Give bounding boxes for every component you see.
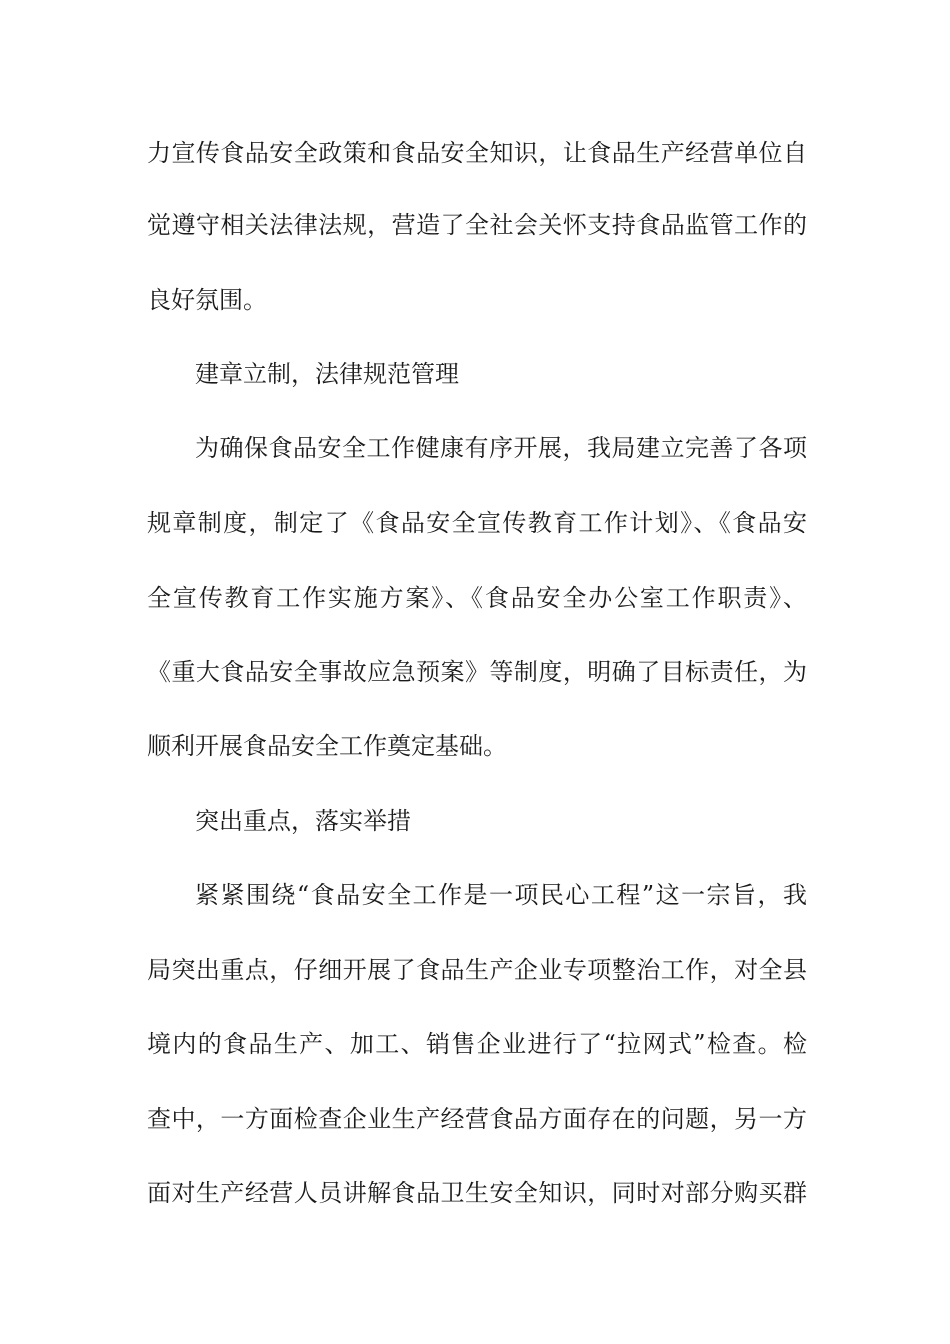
paragraph-line: 《重大食品安全事故应急预案》等制度，明确了目标责任，为 xyxy=(147,658,807,686)
paragraph-line: 为确保食品安全工作健康有序开展，我局建立完善了各项 xyxy=(195,434,807,462)
paragraph-line: 力宣传食品安全政策和食品安全知识，让食品生产经营单位自 xyxy=(147,139,807,167)
section-heading: 突出重点，落实举措 xyxy=(195,807,411,835)
paragraph-line: 紧紧围绕“食品安全工作是一项民心工程”这一宗旨，我 xyxy=(195,881,807,909)
paragraph-line: 良好氛围。 xyxy=(147,286,267,314)
section-heading: 建章立制，法律规范管理 xyxy=(195,360,459,388)
paragraph-line: 面对生产经营人员讲解食品卫生安全知识，同时对部分购买群 xyxy=(147,1179,807,1207)
paragraph-line: 境内的食品生产、加工、销售企业进行了“拉网式”检查。检 xyxy=(147,1030,807,1058)
paragraph-line: 觉遵守相关法律法规，营造了全社会关怀支持食品监管工作的 xyxy=(147,211,807,239)
paragraph-line: 顺利开展食品安全工作奠定基础。 xyxy=(147,732,507,760)
paragraph-line: 局突出重点，仔细开展了食品生产企业专项整治工作，对全县 xyxy=(147,956,807,984)
paragraph-line: 查中，一方面检查企业生产经营食品方面存在的问题，另一方 xyxy=(147,1105,807,1133)
paragraph-line: 全宣传教育工作实施方案》、《食品安全办公室工作职责》、 xyxy=(147,584,807,612)
paragraph-line: 规章制度，制定了《食品安全宣传教育工作计划》、《食品安 xyxy=(147,509,807,537)
